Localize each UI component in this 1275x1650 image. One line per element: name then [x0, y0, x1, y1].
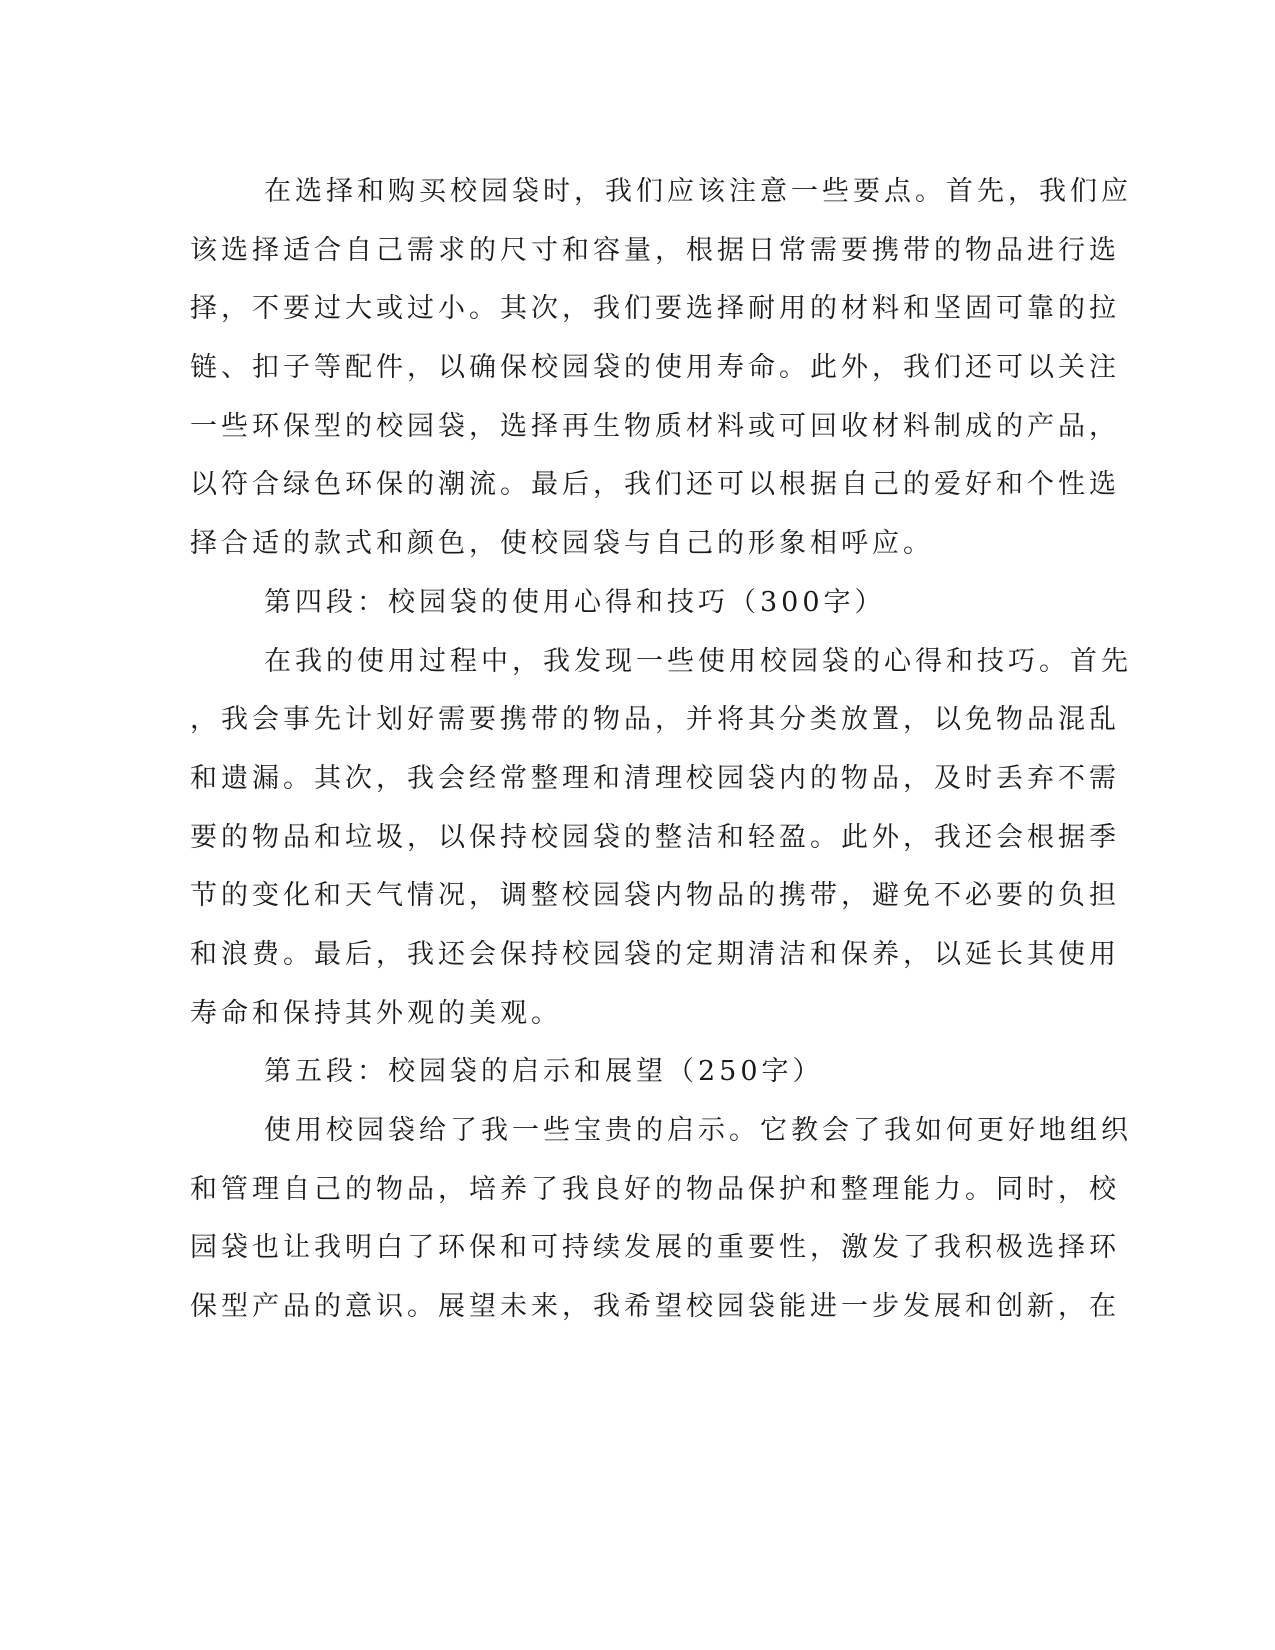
- text-line: 和浪费。最后，我还会保持校园袋的定期清洁和保养，以延长其使用: [190, 938, 1120, 970]
- text-line: 该选择适合自己需求的尺寸和容量，根据日常需要携带的物品进行选: [190, 234, 1120, 266]
- text-line: 在选择和购买校园袋时，我们应该注意一些要点。首先，我们应: [264, 176, 1132, 207]
- text-line: 一些环保型的校园袋，选择再生物质材料或可回收材料制成的产品，: [190, 410, 1120, 442]
- text-line: 节的变化和天气情况，调整校园袋内物品的携带，避免不必要的负担: [190, 880, 1120, 912]
- text-line: 择合适的款式和颜色，使校园袋与自己的形象相呼应。: [190, 528, 934, 560]
- text-line: 在我的使用过程中，我发现一些使用校园袋的心得和技巧。首先: [264, 645, 1132, 677]
- text-line: 以符合绿色环保的潮流。最后，我们还可以根据自己的爱好和个性选: [190, 469, 1120, 501]
- text-line: 链、扣子等配件，以确保校园袋的使用寿命。此外，我们还可以关注: [190, 352, 1120, 384]
- text-line: 择，不要过大或过小。其次，我们要选择耐用的材料和坚固可靠的拉: [190, 293, 1120, 325]
- text-line: 和遗漏。其次，我会经常整理和清理校园袋内的物品，及时丢弃不需: [190, 762, 1120, 794]
- section-heading: 第四段：校园袋的使用心得和技巧（300字）: [264, 586, 886, 618]
- text-line: 要的物品和垃圾，以保持校园袋的整洁和轻盈。此外，我还会根据季: [190, 821, 1120, 853]
- document-body: [190, 163, 1132, 1337]
- section-heading: 第五段：校园袋的启示和展望（250字）: [264, 1056, 824, 1088]
- text-line: 寿命和保持其外观的美观。: [190, 997, 562, 1029]
- text-line: 和管理自己的物品，培养了我良好的物品保护和整理能力。同时，校: [190, 1173, 1120, 1205]
- text-line: 园袋也让我明白了环保和可持续发展的重要性，激发了我积极选择环: [190, 1232, 1120, 1264]
- text-line: 保型产品的意识。展望未来，我希望校园袋能进一步发展和创新，在: [190, 1291, 1120, 1323]
- text-line: 使用校园袋给了我一些宝贵的启示。它教会了我如何更好地组织: [264, 1115, 1132, 1146]
- text-line: ，我会事先计划好需要携带的物品，并将其分类放置，以免物品混乱: [190, 704, 1120, 736]
